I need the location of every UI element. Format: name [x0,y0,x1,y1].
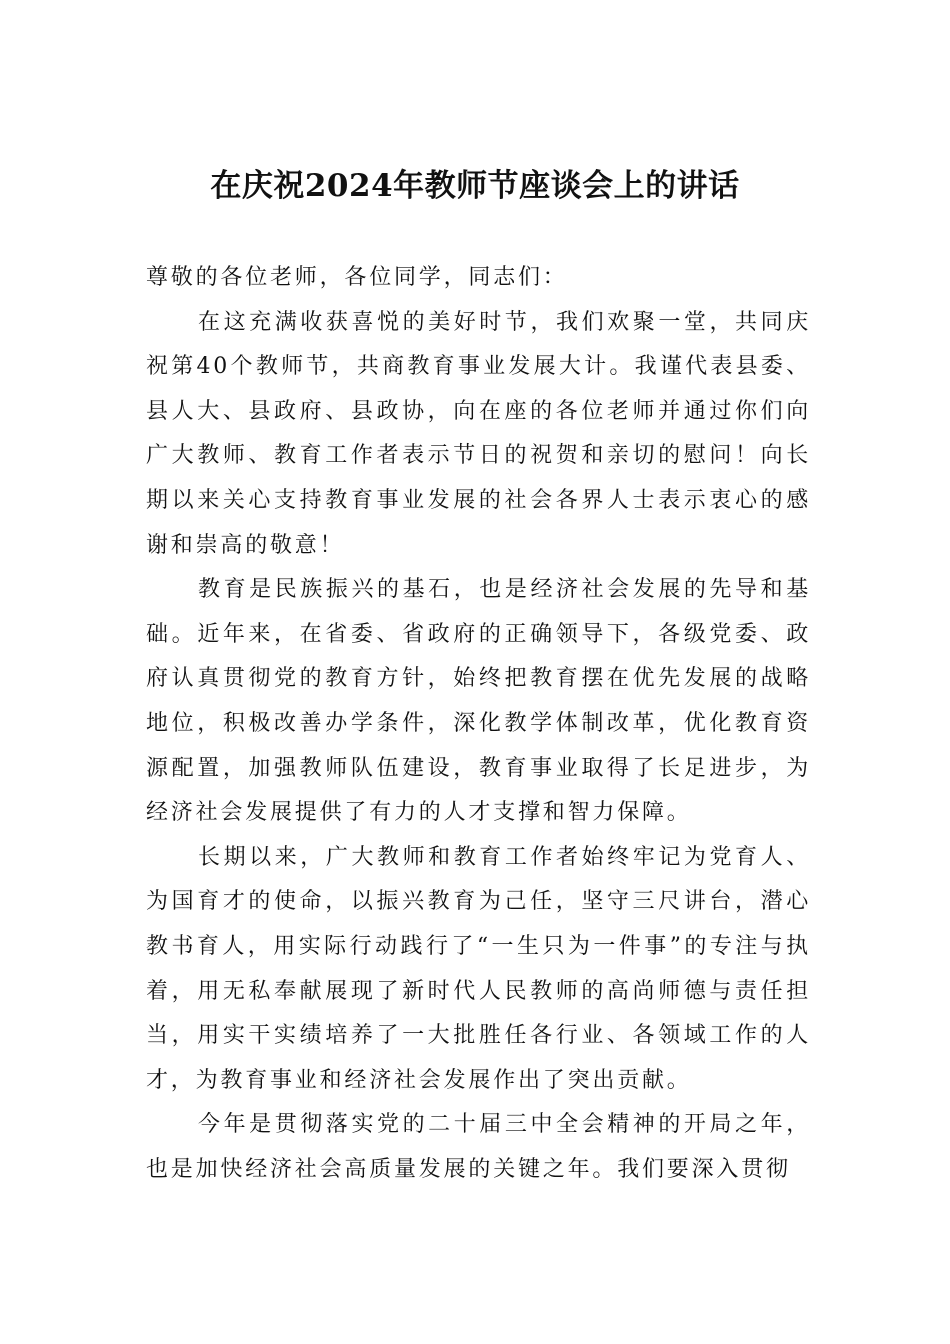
paragraph-2: 教育是民族振兴的基石，也是经济社会发展的先导和基础。近年来，在省委、省政府的正确领导下，各级党委、政府认真贯彻党的教育方针，始终把教育摆在优先发展的战略地位，积极改善办学条件，深化教学体制改革，优化教育资源配置，加强教师队伍建设，教育事业取得了长足进步，为经济社会发展提供了有力的人才支撑和智力保障。 [146,577,811,826]
paragraph-1: 在这充满收获喜悦的美好时节，我们欢聚一堂，共同庆祝第40个教师节，共商教育事业发展大计。我谨代表县委、县人大、县政府、县政协，向在座的各位老师并通过你们向广大教师、教育工作者表示节日的祝贺和亲切的慰问！向长期以来关心支持教育事业发展的社会各界人士表示衷心的感谢和崇高的敬意！ [146,309,811,558]
paragraph-4: 今年是贯彻落实党的二十届三中全会精神的开局之年，也是加快经济社会高质量发展的关键之年。我们要深入贯彻 [146,1112,811,1182]
document-body [146,256,811,1192]
paragraph-3: 长期以来，广大教师和教育工作者始终牢记为党育人、为国育才的使命，以振兴教育为己任，坚守三尺讲台，潜心教书育人，用实际行动践行了“一生只为一件事”的专注与执着，用无私奉献展现了新时代人民教师的高尚师德与责任担当，用实干实绩培养了一大批胜任各行业、各领域工作的人才，为教育事业和经济社会发展作出了突出贡献。 [146,844,811,1093]
salutation: 尊敬的各位老师，各位同学，同志们： [146,265,568,290]
page-title: 在庆祝2024年教师节座谈会上的讲话 [210,168,740,204]
